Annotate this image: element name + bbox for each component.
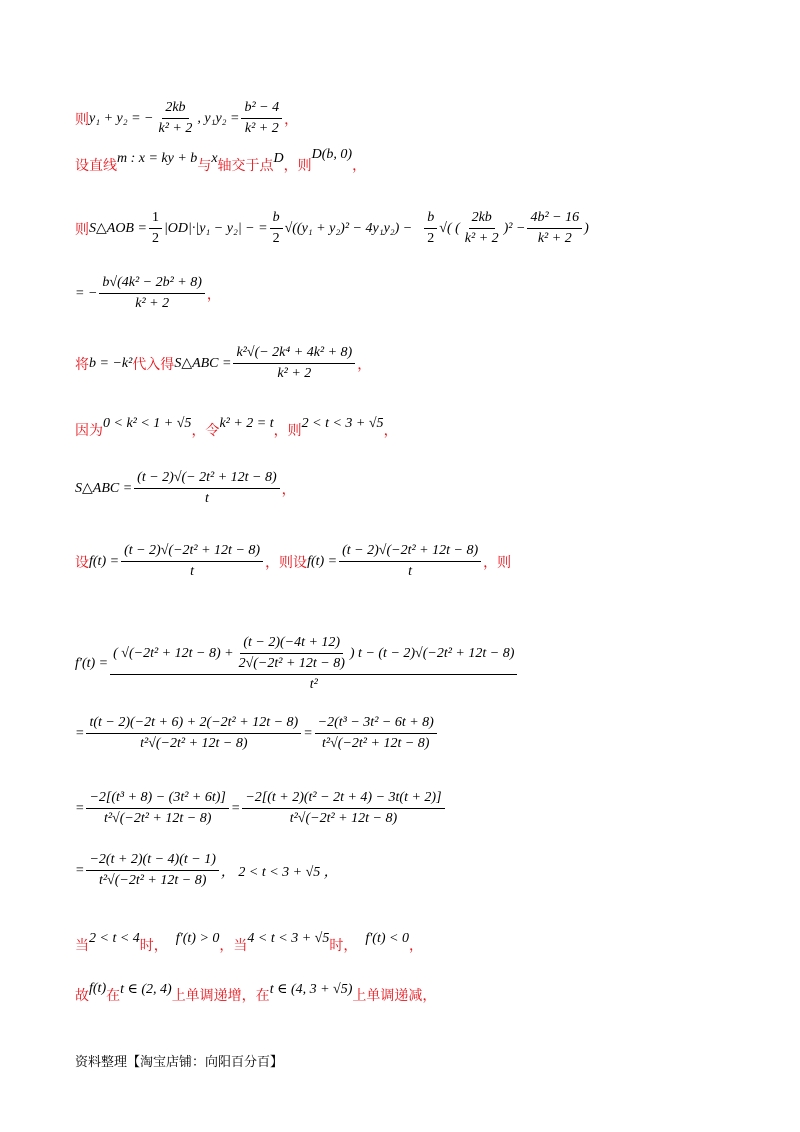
math: 2 < t < 3 + √5 xyxy=(301,416,384,431)
text: 将 xyxy=(75,356,89,373)
fraction: $\frac{b}{2}$ xyxy=(424,210,437,247)
math: 2 < t < 4 xyxy=(89,931,140,946)
math: , y₁y₂ = xyxy=(197,110,240,126)
math: |OD|·|y₁ − y₂| − = xyxy=(163,220,268,236)
line-line-m xyxy=(75,147,367,175)
math: D xyxy=(273,151,284,166)
text: ，则 xyxy=(483,554,512,571)
text: ，则 xyxy=(273,423,302,439)
text: 设 xyxy=(75,554,89,571)
fraction: ( √(−2t² + 12t − 8) + $\frac{(t - 2)(-4t + 12)}{\text{2√(−2t² + 12t − 8)}}$ ) t − (t − 2)√(−2t² + 12t − 8) t² xyxy=(110,635,517,693)
text: 代入得 xyxy=(132,356,175,373)
punct: ， xyxy=(383,423,398,439)
math: y₁ + y₂ = − xyxy=(89,110,154,126)
text: 在 xyxy=(106,988,121,1004)
text: ，当 xyxy=(219,938,248,954)
line-sum-product xyxy=(75,100,298,137)
line-define-f xyxy=(75,543,511,580)
math: S△AOB = xyxy=(89,221,147,236)
text: 设直线 xyxy=(75,158,117,174)
fraction: $\frac{\text{(t − 2)√(− 2t² + 12t − 8)}}{t}$ xyxy=(134,470,280,507)
math: = xyxy=(75,800,85,816)
math: x xyxy=(211,151,218,166)
text: ，令 xyxy=(191,423,220,439)
math: f(t) = xyxy=(307,553,338,569)
math: f′(t) > 0 xyxy=(175,931,220,946)
fraction: $\frac{\text{−2[(t³ + 8) − (3t² + 6t)]}}{\text{t²√(−2t² + 12t − 8)}}$ xyxy=(86,790,228,827)
fraction: $\frac{\text{b² − 4}}{\text{k² + 2}}$ xyxy=(241,100,282,137)
fraction: $\frac{2kb}{\text{k² + 2}}$ xyxy=(158,100,193,136)
text: 轴交于点 xyxy=(217,158,274,174)
text: 故 xyxy=(75,988,89,1004)
math: t ∈ (4, 3 + √5) xyxy=(269,981,353,997)
fraction: $\frac{1}{2}$ xyxy=(149,210,162,247)
math: ) xyxy=(584,220,589,236)
math: = xyxy=(75,725,85,741)
math: b = −k² xyxy=(89,355,133,371)
text: 则 xyxy=(75,111,89,128)
math: = − xyxy=(75,285,98,301)
fraction: $\frac{\text{−2[(t + 2)(t² − 2t + 4) − 3t(t + 2)]}}{\text{t²√(−2t² + 12t − 8)}}$ xyxy=(242,790,444,827)
punct: ， xyxy=(284,111,299,128)
text: 因为 xyxy=(75,423,103,439)
math: = xyxy=(230,800,241,816)
footer-note: 资料整理【淘宝店铺：向阳百分百】 xyxy=(75,1055,284,1070)
math: √((y₁ + y₂)² − 4y₁y₂) − xyxy=(284,220,413,236)
line-monotonicity xyxy=(75,981,437,1005)
text: 时， xyxy=(329,938,358,954)
line-step-2 xyxy=(75,790,447,827)
fraction: $\frac{\text{(t − 2)√(−2t² + 12t − 8)}}{t}$ xyxy=(121,543,263,580)
text: 当 xyxy=(75,938,89,954)
math: S△ABC = xyxy=(75,481,133,496)
math: D(b, 0) xyxy=(311,147,353,162)
line-step-1 xyxy=(75,715,439,752)
punct: ， xyxy=(352,158,367,174)
fraction: $\frac{\text{k²√(− 2k⁴ + 4k² + 8)}}{\text{k² + 2}}$ xyxy=(233,345,355,382)
math: ， 2 < t < 3 + √5 ， xyxy=(220,864,338,880)
fraction: $\frac{2kb}{\text{k² + 2}}$ xyxy=(464,210,499,246)
line-area-aob xyxy=(75,210,589,247)
line-range xyxy=(75,416,398,440)
punct: ， xyxy=(357,356,372,373)
fraction: $\frac{\text{4b² − 16}}{\text{k² + 2}}$ xyxy=(527,210,582,247)
text: 与 xyxy=(197,158,212,174)
math: √( ( xyxy=(439,220,460,236)
line-step-3 xyxy=(75,852,338,889)
fraction: $\frac{\text{−2(t³ − 3t² − 6t + 8)}}{\text{t²√(−2t² + 12t − 8)}}$ xyxy=(315,715,437,752)
line-substitute xyxy=(75,345,371,382)
fraction: $\frac{\text{t(t − 2)(−2t + 6) + 2(−2t² + 12t − 8)}}{\text{t²√(−2t² + 12t − 8)}}$ xyxy=(86,715,301,752)
fraction: $\frac{\text{b√(4k² − 2b² + 8)}}{\text{k² + 2}}$ xyxy=(99,275,205,312)
math: 4 < t < 3 + √5 xyxy=(247,931,330,946)
math: 0 < k² < 1 + √5 xyxy=(103,416,192,431)
math: m : x = ky + b xyxy=(117,151,198,166)
math: f(t) = xyxy=(89,553,120,569)
text: 则 xyxy=(75,221,89,238)
math: k² + 2 = t xyxy=(219,416,274,431)
line-area-result xyxy=(75,275,221,312)
fraction: $\frac{\text{(t − 2)√(−2t² + 12t − 8)}}{t}$ xyxy=(339,543,481,580)
math: f(t) xyxy=(89,981,107,996)
math: f′(t) < 0 xyxy=(365,931,409,946)
punct: ， xyxy=(206,286,221,303)
fraction: $\frac{-2(t + 2)(t - 4)(t - 1)}{\text{t²√(−2t² + 12t − 8)}}$ xyxy=(86,852,218,889)
math: S△ABC = xyxy=(174,356,232,371)
line-derivative xyxy=(75,635,519,693)
text: 上单调递减， xyxy=(352,988,437,1004)
math: t ∈ (2, 4) xyxy=(120,981,172,997)
text: ，则设 xyxy=(265,554,308,571)
math: f′(t) = xyxy=(75,656,109,671)
line-area-t xyxy=(75,470,296,507)
text: 时， xyxy=(139,938,168,954)
math: = xyxy=(75,862,85,878)
punct: ， xyxy=(408,938,423,954)
text: ，则 xyxy=(283,158,312,174)
text: 上单调递增，在 xyxy=(171,988,270,1004)
line-sign-analysis xyxy=(75,931,423,955)
punct: ， xyxy=(281,481,296,498)
math: = xyxy=(303,725,313,741)
fraction: $\frac{b}{2}$ xyxy=(270,210,283,247)
math: )² − xyxy=(503,220,526,236)
